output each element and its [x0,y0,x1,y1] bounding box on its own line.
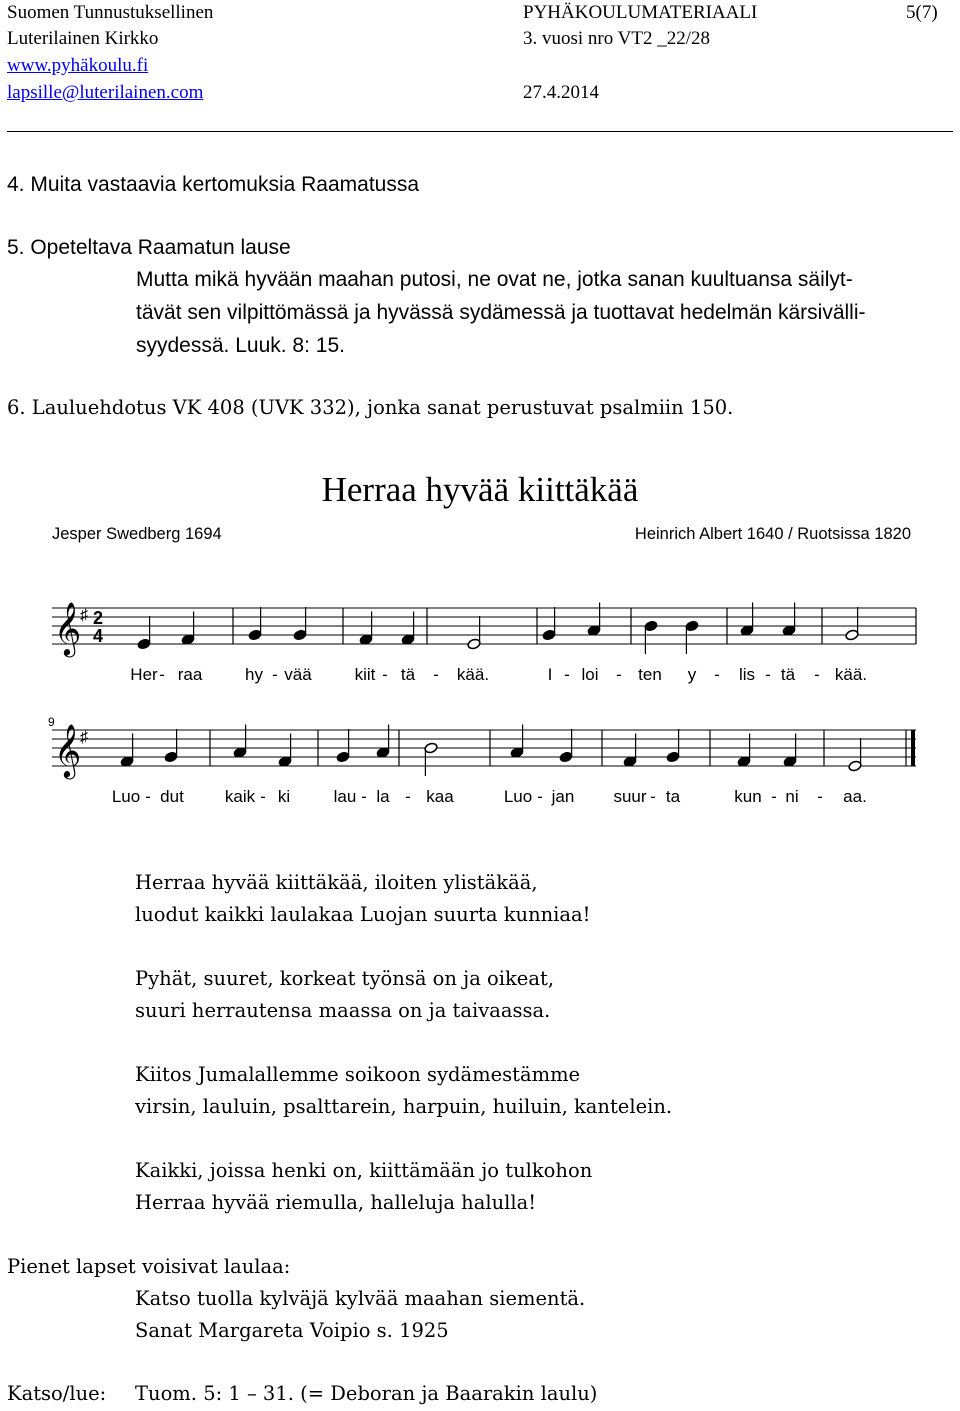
note-head [164,751,178,763]
stanza-4-line-2: Herraa hyvää riemulla, halleluja halulla! [135,1191,537,1214]
header-divider [7,131,953,132]
lyric-hyphen: - [145,787,151,806]
stanza-3-line-2: virsin, lauluin, psalttarein, harpuin, huiluin, kantelein. [135,1095,673,1118]
lyric-syllable: suur [613,787,647,806]
lyric-hyphen: - [650,787,656,806]
lyric-syllable: Her [130,665,158,684]
stanza-1-line-2: luodut kaikki laulakaa Luojan suurta kunniaa! [135,903,591,926]
lyric-syllable: ta [665,787,681,806]
note-head [845,629,859,641]
note-head [293,629,307,641]
lyric-syllable: Luo [503,787,533,806]
staff-2-notes [120,725,862,777]
lyric-hyphen: - [817,787,823,806]
note-head [685,620,699,632]
lesson-number: 3. vuosi nro VT2 _22/28 [523,28,711,49]
lyric-syllable: kaik [224,787,256,806]
lyric-hyphen: - [616,665,622,684]
lyric-syllable: kää. [834,665,868,684]
document-date: 27.4.2014 [523,82,599,103]
note-head [467,638,481,650]
key-signature-sharp-icon-2: ♯ [80,729,88,746]
note-head [559,751,573,763]
note-head [848,760,862,772]
treble-clef-icon-2: 𝄞 [54,724,82,776]
stanza-1-line-1: Herraa hyvää kiittäkää, iloiten ylistäkää, [135,871,538,894]
hymn-title: Herraa hyvää kiittäkää [321,470,639,509]
lyric-syllable: dut [160,787,184,806]
org-name-line2: Luterilainen Kirkko [7,28,159,49]
read-label: Katso/lue: [7,1382,107,1405]
page-number: 5(7) [906,2,938,23]
lyric-syllable: vää [284,665,312,684]
lyric-syllable: la [376,787,390,806]
lyric-hyphen: - [433,665,439,684]
lyric-hyphen: - [564,665,570,684]
stanza-1 [135,867,591,931]
bible-verse-line-1: Mutta mikä hyvään maahan putosi, ne ovat ne, jotka sanan kuultuansa säilyt- [136,268,853,291]
composer-credit: Heinrich Albert 1640 / Ruotsissa 1820 [634,525,911,543]
lyric-syllable: y [687,665,697,684]
bible-verse-line-2: tävät sen vilpittömässä ja hyvässä sydämessä ja tuottavat hedelmän kärsivälli- [136,301,866,324]
lyric-syllable: kun [734,787,762,806]
sheet-music [0,580,960,810]
lyric-hyphen: - [159,665,165,684]
note-head [424,742,438,754]
lyric-hyphen: - [537,787,543,806]
material-title: PYHÄKOULUMATERIAALI [523,2,758,23]
website-link[interactable]: www.pyhäkoulu.fi [7,55,149,76]
measure-number: 9 [48,715,55,729]
lyric-syllable: lis [738,665,756,684]
lyric-hyphen: - [771,787,777,806]
stanza-4-line-1: Kaikki, joissa henki on, kiittämään jo tulkohon [135,1159,593,1182]
note-head [137,638,151,650]
section-4-heading: 4. Muita vastaavia kertomuksia Raamatussa [7,173,420,196]
note-head [644,620,658,632]
email-link[interactable]: lapsille@luterilainen.com [7,82,204,103]
key-signature-sharp-icon: ♯ [80,607,88,624]
lyric-syllable: tä [780,665,796,684]
lyrics-row-2 [112,787,867,806]
note-head [336,751,350,763]
lyric-syllable: loi [581,665,599,684]
stanza-2 [135,963,554,1027]
section-6-heading: 6. Lauluehdotus VK 408 (UVK 332), jonka sanat perustuvat psalmiin 150. [7,396,734,419]
lyric-hyphen: - [382,665,388,684]
bible-verse-line-3: syydessä. Luuk. 8: 15. [136,334,345,357]
lyric-hyphen: - [814,665,820,684]
lyric-syllable: ni [785,787,799,806]
treble-clef-icon: 𝄞 [54,602,82,654]
lyric-syllable: raa [177,665,203,684]
lyric-syllable: lau [333,787,357,806]
section-5-heading: 5. Opeteltava Raamatun lause [7,236,291,259]
stanza-3 [135,1059,672,1123]
note-head [542,629,556,641]
note-head [248,629,262,641]
staff-1-notes [137,603,859,655]
lyric-syllable: hy [245,665,263,684]
lyric-syllable: I [547,665,553,684]
org-name-line1: Suomen Tunnustuksellinen [7,2,214,23]
lyric-syllable: ki [277,787,291,806]
lyric-hyphen: - [361,787,367,806]
note-head [666,751,680,763]
lyric-syllable: jan [551,787,575,806]
lyric-hyphen: - [260,787,266,806]
lyric-syllable: Luo [111,787,141,806]
stanza-3-line-1: Kiitos Jumalallemme soikoon sydämestämme [135,1063,581,1086]
lyric-syllable: kää. [456,665,490,684]
scripture-reference: Tuom. 5: 1 – 31. (= Deboran ja Baarakin laulu) [135,1382,598,1405]
children-song-credit: Sanat Margareta Voipio s. 1925 [135,1319,449,1342]
stanza-4 [135,1155,592,1219]
stanza-2-line-1: Pyhät, suuret, korkeat työnsä on ja oikeat, [135,967,555,990]
lyric-hyphen: - [714,665,720,684]
lyric-hyphen: - [765,665,771,684]
lyric-syllable: tä [400,665,416,684]
stanza-2-line-2: suuri herrautensa maassa on ja taivaassa. [135,999,551,1022]
lyric-hyphen: - [272,665,278,684]
lyric-syllable: kiit [354,665,376,684]
lyric-syllable: ten [638,665,662,684]
children-intro: Pienet lapset voisivat laulaa: [7,1255,291,1278]
lyricist-credit: Jesper Swedberg 1694 [52,525,222,543]
final-barline [911,730,915,766]
time-signature-bottom: 4 [93,626,104,646]
lyric-syllable: aa. [843,787,867,806]
staff-1 [52,608,916,644]
time-signature-top: 2 [93,608,104,628]
children-song-line: Katso tuolla kylväjä kylvää maahan siementä. [135,1287,586,1310]
lyric-hyphen: - [405,787,411,806]
lyrics-row-1 [130,665,867,684]
lyric-syllable: kaa [426,787,454,806]
